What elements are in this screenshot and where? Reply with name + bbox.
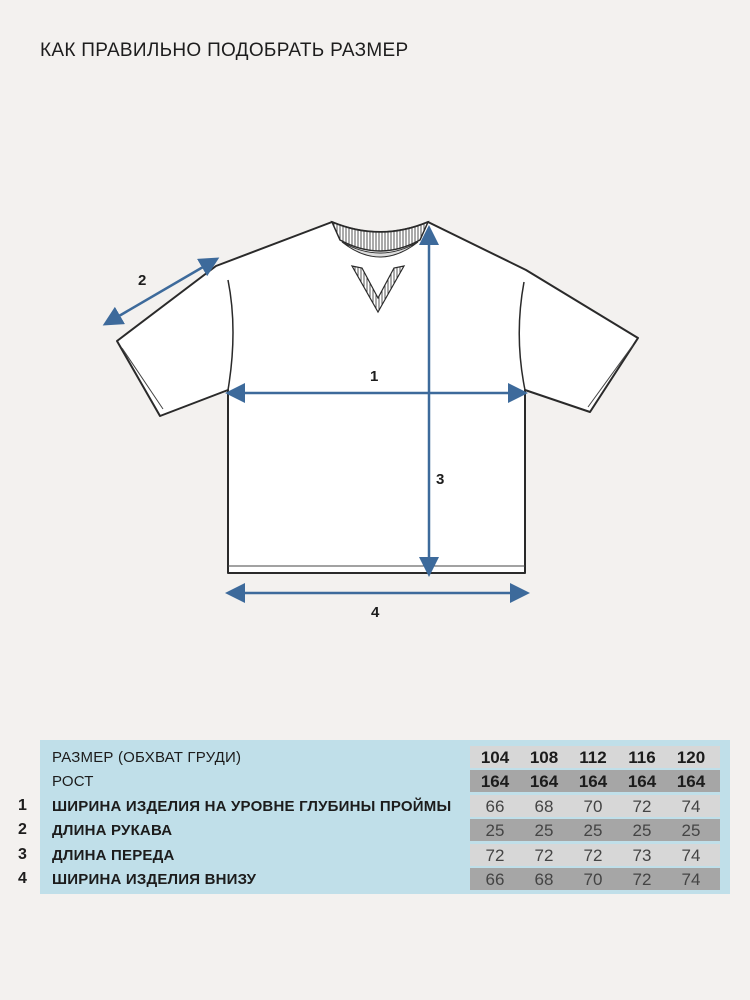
chest-width-cell: 74 [681, 797, 701, 816]
height-cell: 164 [529, 772, 559, 791]
size-cell: 104 [480, 748, 510, 767]
tshirt-drawing [0, 200, 750, 640]
hem-width-cells [470, 868, 720, 890]
chest-width-cell: 70 [583, 797, 603, 816]
front-length-row-label: ДЛИНА ПЕРЕДА [52, 847, 175, 864]
row-number-1: 1 [18, 797, 27, 814]
chest-width-cells [470, 795, 720, 817]
size-cell: 116 [628, 748, 656, 767]
row-number-4: 4 [18, 870, 27, 887]
size-row-label: РАЗМЕР (ОБХВАТ ГРУДИ) [52, 749, 242, 766]
hem-width-cell: 68 [534, 870, 554, 889]
size-row [40, 746, 730, 768]
sleeve-length-cell: 25 [681, 821, 701, 840]
marker-2: 2 [138, 272, 147, 289]
tshirt-outline [117, 222, 638, 573]
hem-width-cell: 72 [632, 870, 652, 889]
front-length-cell: 74 [681, 846, 701, 865]
chest-width-cell: 68 [534, 797, 554, 816]
sleeve-length-row [40, 819, 730, 841]
size-cell: 120 [676, 748, 706, 767]
front-length-cell: 72 [583, 846, 603, 865]
height-row-label: РОСТ [52, 773, 94, 790]
front-length-cell: 72 [485, 846, 505, 865]
marker-1: 1 [370, 368, 379, 385]
height-cell: 164 [480, 772, 510, 791]
height-cell: 164 [676, 772, 706, 791]
chest-width-cell: 72 [632, 797, 652, 816]
chest-width-row [40, 795, 730, 817]
sleeve-length-cells [470, 819, 720, 841]
marker-3: 3 [436, 471, 445, 488]
front-length-row [40, 844, 730, 866]
tshirt-diagram [0, 200, 750, 640]
size-table [40, 740, 730, 894]
height-cell: 164 [578, 772, 608, 791]
front-length-cell: 73 [632, 846, 652, 865]
hem-width-cell: 66 [485, 870, 505, 889]
front-length-cells [470, 844, 720, 866]
row-number-3: 3 [18, 846, 27, 863]
hem-width-row [40, 868, 730, 890]
sleeve-length-row-label: ДЛИНА РУКАВА [52, 822, 173, 839]
front-length-cell: 72 [534, 846, 554, 865]
page-title: КАК ПРАВИЛЬНО ПОДОБРАТЬ РАЗМЕР [40, 40, 409, 61]
sleeve-length-cell: 25 [632, 821, 652, 840]
chest-width-cell: 66 [485, 797, 505, 816]
sleeve-length-cell: 25 [485, 821, 505, 840]
size-cell: 108 [529, 748, 559, 767]
height-cell: 164 [627, 772, 657, 791]
hem-width-cell: 70 [583, 870, 603, 889]
marker-4: 4 [371, 604, 380, 621]
size-cells [470, 746, 720, 768]
size-cell: 112 [579, 748, 607, 767]
sleeve-length-cell: 25 [583, 821, 603, 840]
row-number-2: 2 [18, 821, 27, 838]
height-row [40, 770, 730, 792]
height-cells [470, 770, 720, 792]
sleeve-length-cell: 25 [534, 821, 554, 840]
hem-width-row-label: ШИРИНА ИЗДЕЛИЯ ВНИЗУ [52, 871, 257, 888]
hem-width-cell: 74 [681, 870, 701, 889]
chest-width-row-label: ШИРИНА ИЗДЕЛИЯ НА УРОВНЕ ГЛУБИНЫ ПРОЙМЫ [52, 798, 452, 815]
